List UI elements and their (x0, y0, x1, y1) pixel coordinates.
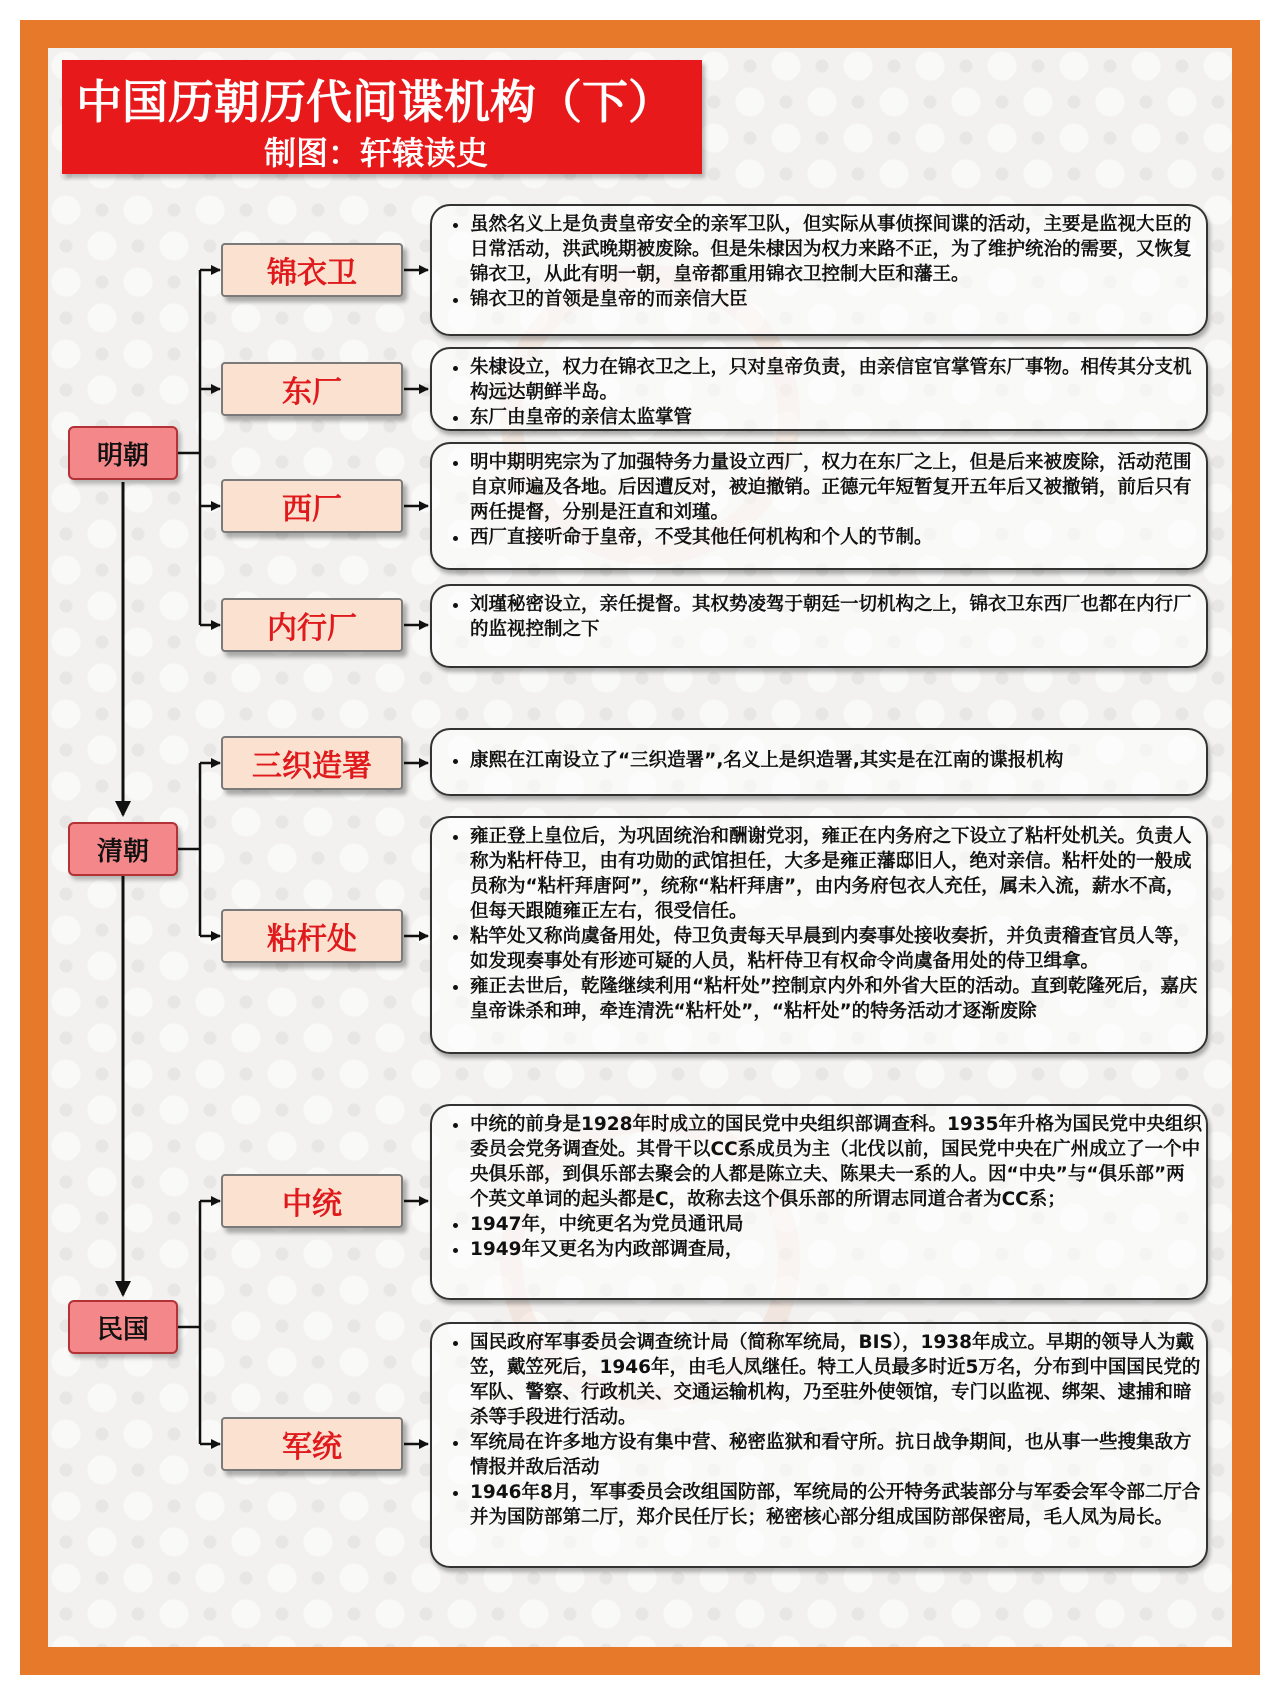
bullet-item: • 刘瑾秘密设立，亲任提督。其权势凌驾于朝廷一切机构之上，锦衣卫东西厂也都在内行厂的监视控制之下 (470, 592, 1202, 642)
bullet-item: • 朱棣设立，权力在锦衣卫之上，只对皇帝负责，由亲信宦官掌管东厂事物。相传其分支机构远达朝鲜半岛。 (470, 355, 1202, 405)
agency-node-zhongtong (221, 1174, 403, 1228)
agency-node-juntong (221, 1417, 403, 1471)
bullet-item: • 雍正登上皇位后，为巩固统治和酬谢党羽，雍正在内务府之下设立了粘杆处机关。负责人称为粘杆侍卫，由有功勋的武馆担任，大多是雍正藩邸旧人，绝对亲信。粘杆处的一般成员称为“粘杆拜唐阿”，统称“粘杆拜唐”，由内务府包衣人充任，属未入流，薪水不高，但每天跟随雍正左右，很受信任。 (470, 824, 1202, 924)
bullet-item: • 锦衣卫的首领是皇帝的而亲信大臣 (470, 287, 1202, 312)
bullet-item: • 康熙在江南设立了“三织造署”,名义上是织造署,其实是在江南的谍报机构 (470, 748, 1202, 773)
bullet-item: • 虽然名义上是负责皇帝安全的亲军卫队，但实际从事侦探间谍的活动，主要是监视大臣的日常活动，洪武晚期被废除。但是朱棣因为权力来路不正，为了维护统治的需要，又恢复锦衣卫，从此有明一朝，皇帝都重用锦衣卫控制大臣和藩王。 (470, 212, 1202, 287)
agency-node-dongchang (221, 362, 403, 416)
desc-box-neixingchang (430, 584, 1208, 668)
era-node-qing (68, 822, 178, 876)
agency-label: 中统 (282, 1187, 342, 1222)
bullet-item: • 1946年8月，军事委员会改组国防部，军统局的公开特务武装部分与军委会军令部二厅合并为国防部第二厅，郑介民任厅长；秘密核心部分组成国防部保密局，毛人凤为局长。 (470, 1480, 1202, 1530)
agency-label: 三织造署 (252, 749, 372, 784)
agency-label: 东厂 (282, 375, 342, 410)
bullet-item: • 1949年又更名为内政部调查局， (470, 1237, 1202, 1262)
page-subtitle: 制图：轩辕读史 (264, 134, 489, 172)
desc-box-juntong (430, 1322, 1208, 1568)
bullet-item: • 明中期明宪宗为了加强特务力量设立西厂，权力在东厂之上，但是后来被废除，活动范围自京师遍及各地。后因遭反对，被迫撤销。正德元年短暂复开五年后又被撤销，前后只有两任提督，分别是汪直和刘瑾。 (470, 450, 1202, 525)
bullet-item: • 粘竿处又称尚虞备用处，侍卫负责每天早晨到内奏事处接收奏折，并负责稽查官员人等，如发现奏事处有形迹可疑的人员，粘杆侍卫有权命令尚虞备用处的侍卫缉拿。 (470, 924, 1202, 974)
desc-box-zhanganchu (430, 816, 1208, 1054)
agency-node-neixingchang (221, 598, 403, 652)
era-label: 清朝 (96, 836, 149, 867)
bullet-item: • 国民政府军事委员会调查统计局（简称军统局，BIS），1938年成立。早期的领导人为戴笠，戴笠死后，1946年，由毛人凤继任。特工人员最多时近5万名，分布到中国国民党的军队、警察、行政机关、交通运输机构，乃至驻外使领馆，专门以监视、绑架、逮捕和暗杀等手段进行活动。 (470, 1330, 1202, 1430)
bullet-item: • 1947年，中统更名为党员通讯局 (470, 1212, 1202, 1237)
bullet-item: • 雍正去世后，乾隆继续利用“粘杆处”控制京内外和外省大臣的活动。直到乾隆死后，嘉庆皇帝诛杀和珅，牵连清洗“粘杆处”，“粘杆处”的特务活动才逐渐废除 (470, 974, 1202, 1024)
desc-box-sanzhizaoshu (430, 728, 1208, 796)
bullet-item: • 中统的前身是1928年时成立的国民党中央组织部调查科。1935年升格为国民党中央组织委员会党务调查处。其骨干以CC系成员为主（北伐以前，国民党中央在广州成立了一个中央俱乐部，到俱乐部去聚会的人都是陈立夫、陈果夫一系的人。因“中央”与“俱乐部”两个英文单词的起头都是C，故称去这个俱乐部的所谓志同道合者为CC系； (470, 1112, 1202, 1212)
bullet-item: • 军统局在许多地方设有集中营、秘密监狱和看守所。抗日战争期间，也从事一些搜集敌方情报并敌后活动 (470, 1430, 1202, 1480)
agency-node-xichang (221, 479, 403, 533)
era-label: 民国 (96, 1314, 149, 1345)
bullet-item: • 东厂由皇帝的亲信太监掌管 (470, 405, 1202, 430)
bullet-item: • 西厂直接听命于皇帝，不受其他任何机构和个人的节制。 (470, 525, 1202, 550)
agency-label: 粘杆处 (267, 922, 357, 957)
agency-label: 锦衣卫 (267, 256, 357, 291)
agency-node-jinyiwei (221, 243, 403, 297)
era-node-minguo (68, 1300, 178, 1354)
desc-box-zhongtong (430, 1104, 1208, 1300)
agency-label: 西厂 (282, 492, 342, 527)
page-title: 中国历朝历代间谍机构（下） (76, 75, 674, 129)
desc-box-dongchang (430, 347, 1208, 431)
agency-label: 内行厂 (267, 611, 357, 646)
desc-box-xichang (430, 442, 1208, 570)
era-node-ming (68, 426, 178, 480)
desc-box-jinyiwei (430, 204, 1208, 336)
agency-node-sanzhizaoshu (221, 736, 403, 790)
era-label: 明朝 (96, 440, 149, 471)
agency-label: 军统 (282, 1430, 342, 1465)
agency-node-zhanganchu (221, 909, 403, 963)
